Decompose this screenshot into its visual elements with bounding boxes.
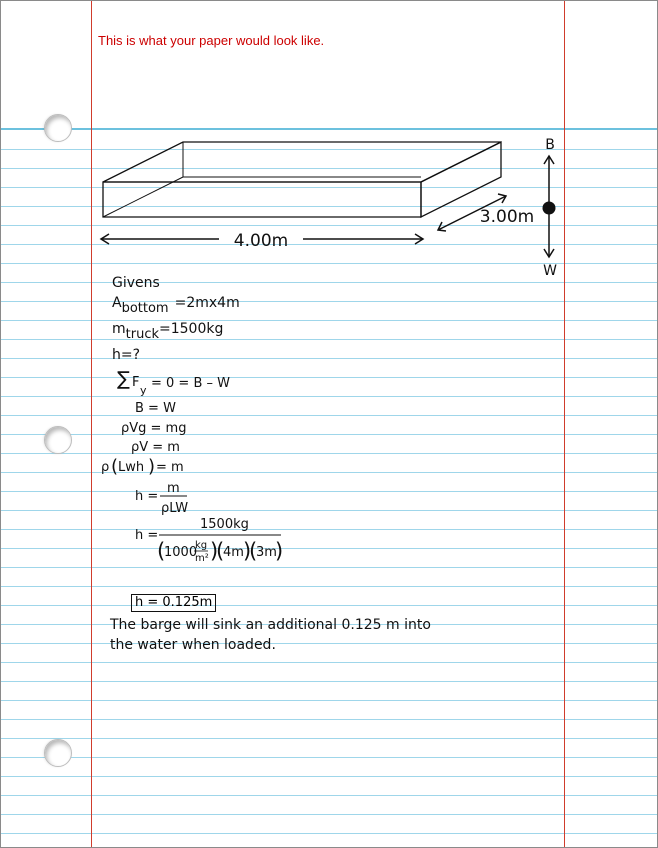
area-value: =2mx4m <box>174 295 240 311</box>
density-unit-denominator: m² <box>195 553 209 564</box>
fraction-numerator-m: m <box>167 481 180 496</box>
free-body-diagram <box>543 137 558 279</box>
density-value: 1000 <box>164 545 198 560</box>
barge-box <box>103 142 501 217</box>
conclusion-line-1: The barge will sink an additional 0.125 m into <box>110 617 431 633</box>
equation-h-lhs: h = <box>135 489 159 504</box>
givens-heading: Givens <box>112 275 160 291</box>
area-symbol: A <box>112 295 122 311</box>
sum-symbol: ∑ <box>117 368 130 390</box>
length-label: 4.00m <box>233 231 289 251</box>
paren-open-length: ( <box>216 539 225 563</box>
given-unknown: h=? <box>112 347 141 363</box>
paren-close: ) <box>148 456 156 477</box>
area-subscript: bottom <box>121 301 169 316</box>
equation-lwh: Lwh <box>118 460 145 475</box>
barge-diagram <box>1 1 657 301</box>
buoyancy-label: B <box>545 137 555 153</box>
barge-top-face <box>103 142 501 182</box>
equation-b-equals-w: B = W <box>135 401 176 416</box>
length-value: 4m <box>223 545 244 560</box>
givens-block <box>112 273 240 365</box>
given-mass <box>112 319 240 345</box>
barge-hidden-edge <box>103 177 183 217</box>
barge-front-face <box>103 182 421 217</box>
mass-symbol: m <box>112 321 126 337</box>
given-area <box>112 293 240 319</box>
paren-close-density: ) <box>210 539 219 563</box>
paren-close-width: ) <box>275 539 284 563</box>
force-subscript: y <box>140 384 147 397</box>
paren-close-length: ) <box>243 539 252 563</box>
equation-rho-v: ρV = m <box>131 440 180 455</box>
equation-rho: ρ <box>101 460 110 475</box>
conclusion-line-2: the water when loaded. <box>110 637 276 653</box>
equation-rho-vg: ρVg = mg <box>121 421 187 436</box>
width-label: 3.00m <box>479 207 535 227</box>
equation-equals-m: = m <box>156 460 184 475</box>
conclusion-text <box>110 615 431 655</box>
fraction-denominator-rholw: ρLW <box>161 501 189 516</box>
width-value: 3m <box>256 545 277 560</box>
weight-label: W <box>543 263 557 279</box>
equation-h-lhs-2: h = <box>135 528 159 543</box>
binder-hole-bottom <box>44 739 72 767</box>
equation-sum-forces: = 0 = B – W <box>151 376 230 391</box>
density-unit-numerator: kg <box>195 540 208 551</box>
barge-side-face <box>421 142 501 217</box>
center-of-mass-dot <box>543 202 556 215</box>
paren-open-width: ( <box>249 539 258 563</box>
solution-steps <box>1 361 657 586</box>
paren-open-density: ( <box>157 539 166 563</box>
mass-value: =1500kg <box>159 321 224 337</box>
answer-box: h = 0.125m <box>131 594 216 612</box>
mass-subscript: truck <box>125 327 159 342</box>
paper-note: This is what your paper would look like. <box>98 33 325 48</box>
paren-open: ( <box>111 456 119 477</box>
force-symbol: F <box>132 375 140 390</box>
fraction-numerator-mass: 1500kg <box>200 517 249 532</box>
